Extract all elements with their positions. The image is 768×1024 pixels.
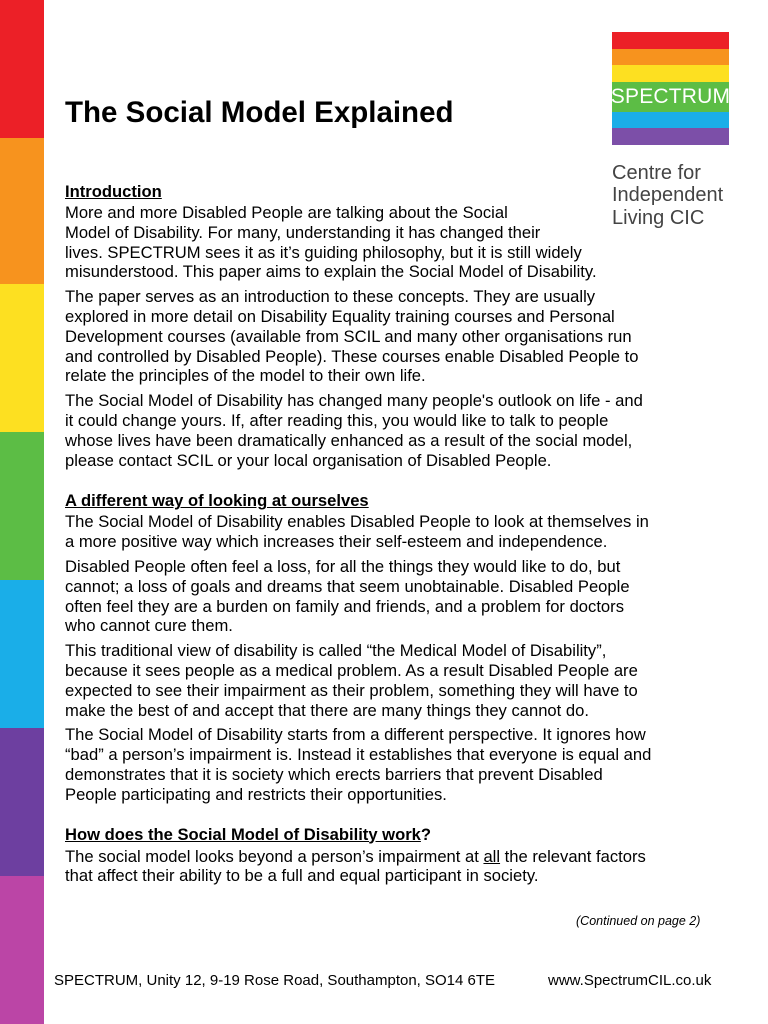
text-line: misunderstood. This paper aims to explain the Social Model of Disability. <box>65 262 597 282</box>
text-line: it could change yours. If, after reading this, you would like to talk to people <box>65 410 609 430</box>
text-line: Model of Disability. For many, understanding it has changed their <box>65 222 541 242</box>
logo-band-red <box>612 32 729 49</box>
stripe-purple <box>0 728 44 876</box>
text-line: cannot; a loss of goals and dreams that seem unobtainable. Disabled People <box>65 576 630 596</box>
text-line: demonstrates that it is society which erects barriers that prevent Disabled <box>65 764 603 784</box>
section-spacer <box>65 470 715 491</box>
logo-subtitle-line: Centre for <box>612 161 701 184</box>
paragraph <box>65 287 715 386</box>
text-line: and controlled by Disabled People). These courses enable Disabled People to <box>65 346 639 366</box>
text-line: explored in more detail on Disability Equality training courses and Personal <box>65 306 615 326</box>
text-line: The Social Model of Disability enables Disabled People to look at themselves in <box>65 512 649 532</box>
logo-band-orange <box>612 49 729 66</box>
text-line: The Social Model of Disability has changed many people's outlook on life - and <box>65 391 643 411</box>
text-line: relate the principles of the model to their own life. <box>65 366 426 386</box>
paragraph <box>65 725 715 804</box>
logo-subtitle-line: Living CIC <box>612 206 705 229</box>
logo-band-blue <box>612 112 729 129</box>
paragraph <box>65 512 715 552</box>
text-line <box>65 847 715 867</box>
logo-subtitle-line: Independent <box>612 184 724 206</box>
logo-band-green <box>612 82 729 112</box>
section-heading-text: How does the Social Model of Disability work <box>65 824 421 844</box>
text-line: please contact SCIL or your local organisation of Disabled People. <box>65 450 552 470</box>
page-title: The Social Model Explained <box>65 96 454 129</box>
text-line: a more positive way which increases their self-esteem and independence. <box>65 532 608 552</box>
stripe-blue <box>0 580 44 728</box>
stripe-red <box>0 0 44 138</box>
section-heading-different-way <box>65 491 715 511</box>
text-line: whose lives have been dramatically enhanced as a result of the social model, <box>65 430 633 450</box>
logo-wordmark: SPECTRUM <box>610 84 731 108</box>
logo-band-yellow <box>612 65 729 82</box>
text-line: expected to see their impairment as their problem, something they will have to <box>65 680 638 700</box>
text-line: More and more Disabled People are talking about the Social <box>65 203 508 222</box>
section-heading-text: A different way of looking at ourselves <box>65 491 369 511</box>
text-line: This traditional view of disability is called “the Medical Model of Disability”, <box>65 641 607 661</box>
stripe-green <box>0 432 44 580</box>
text-line: often feel they are a burden on family and friends, and a problem for doctors <box>65 596 624 616</box>
text-line: The paper serves as an introduction to these concepts. They are usually <box>65 287 596 307</box>
text-line: “bad” a person’s impairment is. Instead it establishes that everyone is equal and <box>65 745 652 765</box>
continued-note: (Continued on page 2) <box>576 914 701 928</box>
paragraph <box>65 847 715 887</box>
stripe-orange <box>0 138 44 284</box>
text-line: make the best of and accept that there are many things they cannot do. <box>65 700 589 720</box>
underlined-word: all <box>483 846 501 866</box>
text-fragment: The social model looks beyond a person’s impairment at <box>65 846 484 866</box>
text-line: lives. SPECTRUM sees it as it’s guiding philosophy, but it is still widely <box>65 242 582 262</box>
section-spacer <box>65 805 715 825</box>
text-line: The Social Model of Disability starts from a different perspective. It ignores how <box>65 725 646 745</box>
text-line: Development courses (available from SCIL and many other organisations run <box>65 326 632 346</box>
section-heading-text: Introduction <box>65 182 162 201</box>
text-line: that affect their ability to be a full and equal participant in society. <box>65 866 539 886</box>
stripe-yellow <box>0 284 44 432</box>
footer-address: SPECTRUM, Unity 12, 9-19 Rose Road, Southampton, SO14 6TE <box>54 972 496 989</box>
document-body <box>65 182 715 886</box>
rainbow-side-stripe <box>0 0 44 1024</box>
section-heading-how-it-works <box>65 825 715 845</box>
stripe-magenta <box>0 876 44 1024</box>
paragraph <box>65 203 715 282</box>
logo-band-purple <box>612 128 729 145</box>
paragraph <box>65 641 715 720</box>
text-line: People participating and restricts their opportunities. <box>65 784 447 804</box>
paragraph <box>65 557 715 636</box>
text-fragment: the relevant factors <box>500 846 646 866</box>
section-heading-suffix: ? <box>420 824 432 844</box>
paragraph <box>65 391 715 470</box>
footer-website: www.SpectrumCIL.co.uk <box>548 972 712 989</box>
section-heading-introduction <box>65 182 715 202</box>
text-line: because it sees people as a medical problem. As a result Disabled People are <box>65 660 638 680</box>
text-line: who cannot cure them. <box>65 616 233 636</box>
text-line: Disabled People often feel a loss, for all the things they would like to do, but <box>65 556 621 576</box>
